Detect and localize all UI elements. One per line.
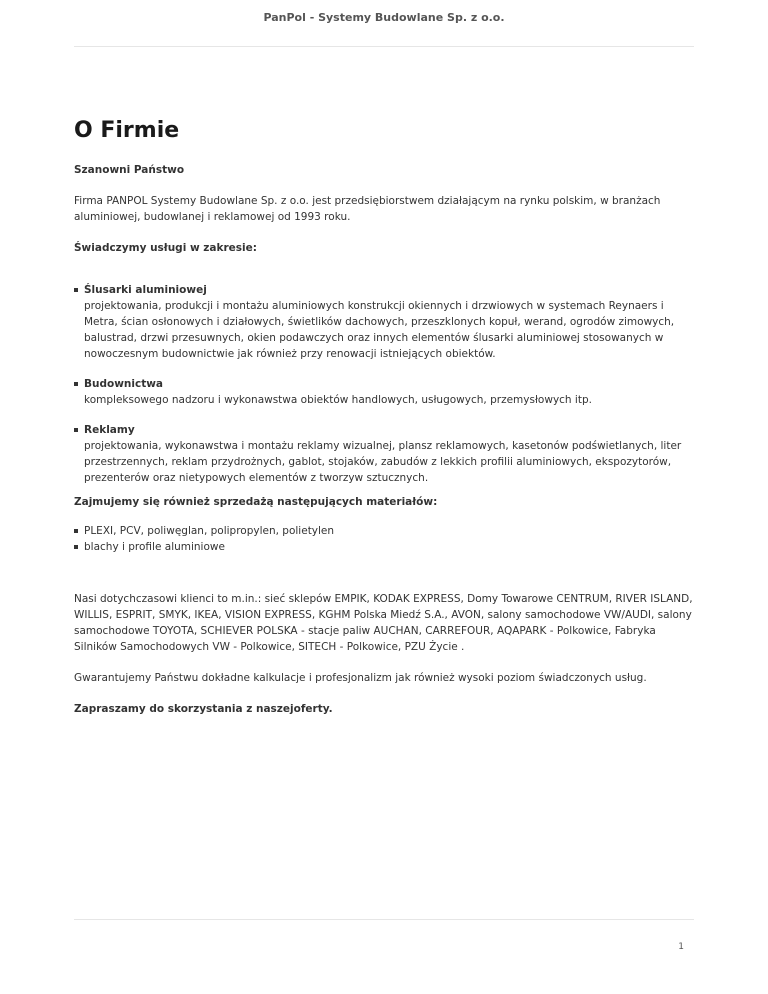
list-item-service-advertising [74,422,696,486]
greeting: Szanowni Państwo [74,164,185,176]
page-header [74,0,694,47]
service-description: projektowania, wykonawstwa i montażu reklamy wizualnej, plansz reklamowych, kasetonów podświetlanych, liter przestrzennych, reklam przydrożnych, gablot, stojaków, zabudów z lekkich profilii aluminiowych, ekspozytorów, prezenterów oraz nietypowych elementów z tworzyw sztucznych. [84,440,682,484]
services-heading: Świadczymy usługi w zakresie: [74,242,257,254]
service-title: Reklamy [84,424,135,436]
list-item-service-aluminium [74,282,696,362]
material-label: PLEXI, PCV, poliwęglan, polipropylen, polietylen [84,525,335,537]
services-list [74,282,696,486]
square-bullet-icon [74,529,78,533]
service-description: kompleksowego nadzoru i wykonawstwa obiektów handlowych, usługowych, przemysłowych itp. [84,394,592,406]
intro-paragraph: Firma PANPOL Systemy Budowlane Sp. z o.o. jest przedsiębiorstwem działającym na rynku polskim, w branżach aluminiowej, budowlanej i reklamowej od 1993 roku. [74,195,661,223]
square-bullet-icon [74,545,78,549]
guarantee-paragraph: Gwarantujemy Państwu dokładne kalkulacje i profesjonalizm jak również wysoki poziom świadczonych usług. [74,672,647,684]
square-bullet-icon [74,428,78,432]
main-content [74,116,696,732]
service-description: projektowania, produkcji i montażu aluminiowych konstrukcji okiennych i drzwiowych w systemach Reynaers i Metra, ścian osłonowych i działowych, świetlików dachowych, przeszklonych kopuł, werand, ogrodów zimowych, balustrad, drzwi przesuwnych, okien podawczych oraz innych elementów ślusarki aluminiowej stosowanych w nowoczesnym budownictwie jak również przy renowacji istniejących obiektów. [84,300,675,360]
list-item-material [74,523,696,539]
header-title: PanPol - Systemy Budowlane Sp. z o.o. [263,11,505,24]
list-item-material [74,539,696,555]
materials-heading: Zajmujemy się również sprzedażą następujących materiałów: [74,496,438,508]
page-title: O Firmie [74,118,180,143]
square-bullet-icon [74,382,78,386]
page-number: 1 [678,942,684,952]
invitation-text: Zapraszamy do skorzystania z naszejoferty. [74,703,333,715]
page-footer [74,919,694,960]
service-title: Budownictwa [84,378,164,390]
materials-list [74,523,696,555]
square-bullet-icon [74,288,78,292]
list-item-service-construction [74,376,696,408]
material-label: blachy i profile aluminiowe [84,541,225,553]
clients-paragraph: Nasi dotychczasowi klienci to m.in.: sieć sklepów EMPIK, KODAK EXPRESS, Domy Towarowe CENTRUM, RIVER ISLAND, WILLIS, ESPRIT, SMYK, IKEA, VISION EXPRESS, KGHM Polska Miedź S.A., AVON, salony samochodowe VW/AUDI, salony samochodowe TOYOTA, SCHIEVER POLSKA - stacje paliw AUCHAN, CARREFOUR, AQAPARK - Polkowice, Fabryka Silników Samochodowych VW - Polkowice, SITECH - Polkowice, PZU Życie . [74,593,693,653]
service-title: Ślusarki aluminiowej [84,284,207,296]
